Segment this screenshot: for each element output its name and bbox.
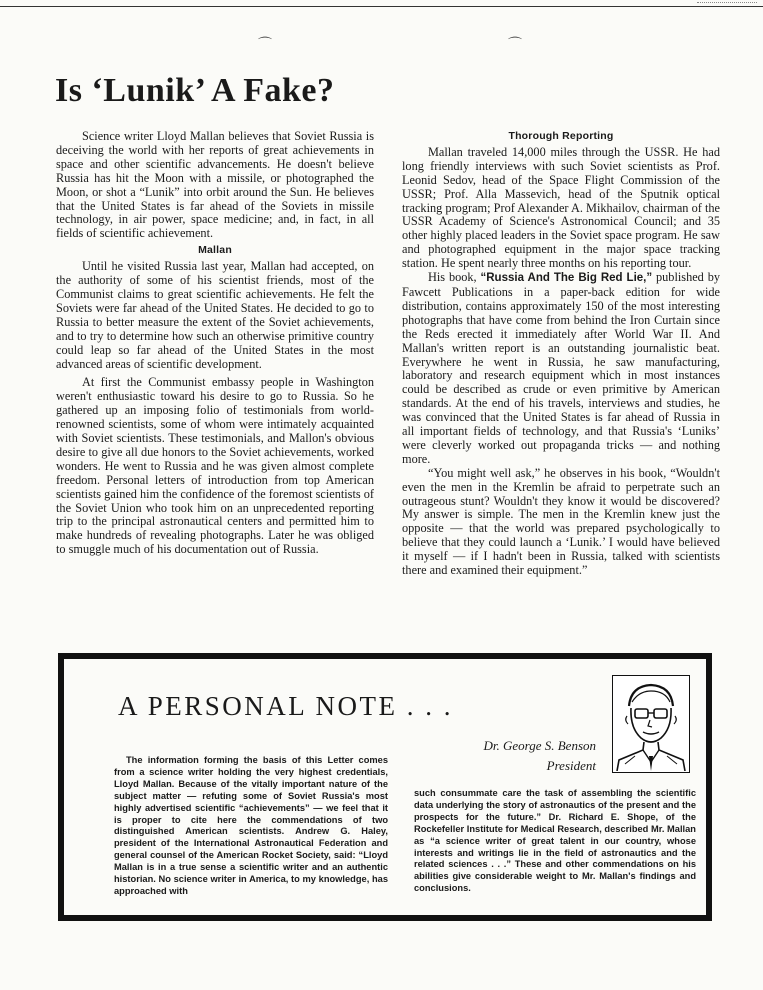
paragraph: Until he visited Russia last year, Mallan had accepted, on the authority of some of his scientist friends, most of the Communist claims to great scientific achievements. He felt the Soviets were far ahead of the United States. He decided to go to Russia to better measure the extent of the Soviet achievements, and to try to determine how such an otherwise primitive country could leap so far ahead of the United States in the most advanced areas of scientific development. [56,259,374,371]
paragraph: “You might well ask,” he observes in his book, “Wouldn't even the men in the Kremlin be afraid to perpetrate such an outrageous stunt? Wouldn't they know it would be discovered? My answer is simple. The men in the Kremlin knew just the opposite — that the world was prepared psychologically to believe that they could launch a ‘Lunik.’ I would have believed it myself — if I hadn't been in Russia, talked with scientists there and examined their equipment.” [402,465,720,578]
right-column [402,130,720,578]
signature-block [483,736,596,776]
paragraph: At first the Communist embassy people in Washington weren't enthusiastic toward his desire to go to Russia. So he gathered up an imposing folio of testimonials from world-renowned scientists, some of whom were intimately acquainted with Soviet scientists. These testimonials, and Mallon's obvious desire to give all due honors to the Soviet achievements, worked wonders. He went to Russia and he was given almost complete freedom. Personal letters of introduction from top American scientists gained him the confidence of the foremost scientists of the Soviet Union who took him on an unprecedented reporting trip to the principal astronautical centers and permitted him to make hundreds of revealing photographs. Later he was obliged to smuggle much of his documentation out of Russia. [56,375,374,557]
paragraph-intro: His book, [428,270,477,285]
page-title: Is ‘Lunik’ A Fake? [55,72,335,109]
book-title: “Russia And The Big Red Lie,” [480,272,653,285]
top-rule-dashes [697,2,757,3]
left-ornament: ⌒ [258,38,272,53]
signer-name: Dr. George S. Benson [483,738,596,753]
left-column [56,130,374,557]
personal-note-heading: A PERSONAL NOTE . . . [118,691,454,721]
paragraph: Mallan traveled 14,000 miles through the USSR. He had long friendly interviews with such Soviet scientists as Prof. Leonid Sedov, head of the Space Flight Commission of the USSR; Prof. Alla Massevich, head of the Sputnik optical tracking program; Prof Alexander A. Mikhailov, chairman of the USSR Academy of Science's Astronomical Council; and 35 other highly placed leaders in the Soviet space program. He saw and photographed equipment in the major space tracking station. He spent nearly three months on his reporting tour. [402,144,720,271]
paragraph: Science writer Lloyd Mallan believes that Soviet Russia is deceiving the world with her reports of great achievements in space and other scientific advancements. He doesn't believe Russia has hit the Moon with a missile, or photographed the Moon, or shot a “Lunik” into orbit around the Sun. He believes that the United States is far ahead of the Soviets in missile technology, in air power, space medicine; and, in fact, in all fields of scientific achievement. [56,129,374,241]
section-heading-thorough-reporting: Thorough Reporting [508,130,614,142]
portrait-sketch-icon [613,676,688,771]
portrait-image [612,675,690,773]
section-heading-mallan: Mallan [198,244,232,257]
paragraph [402,271,720,467]
top-rule [0,6,763,7]
personal-note-left-text: The information forming the basis of this Letter comes from a science writer holding the very highest credentials, Lloyd Mallan. Because of the vitally important nature of the subject matter — refuting some of Soviet Russia's most highly advertised scientific “achievements” — we feel that it is proper to cite here the commendations of two distinguished American scientists. Andrew G. Haley, president of the International Astronautical Federation and general counsel of the American Rocket Society, said: “Lloyd Mallan is in a true sense a scientific writer and an authentic historian. No science writer in America, to my knowledge, has approached with [114,755,388,896]
right-ornament: ⌒ [508,38,522,53]
personal-note-box [58,653,712,921]
paragraph-rest: published by Fawcett Publications in a paper-back edition for wide distribution, contains approximately 150 of the most interesting photographs that have come from behind the Iron Curtain since the Reds erected it immediately after World War II. And Mallan's written report is an outstanding journalistic beat. Everywhere he went in Russia, he saw manufacturing, laboratory and research equipment which in most instances could be described as crude or even primitive by American standards. At the end of his travels, interviews and studies, he was convinced that the United States is far ahead of Russia in all important fields of technology, and that Russia's ‘Luniks’ were cleverly worked out propaganda tricks — and nothing more. [402,270,720,466]
personal-note-right-text: such consummate care the task of assembling the scientific data underlying the story of astronautics of the present and the prospects for the future.” Dr. Richard E. Shope, of the Rockefeller Institute for Medical Research, described Mr. Mallan as “a science writer of great talent in our country, whose interests and writings lie in the field of astronautics and the related sciences . . .” These and other commendations on his abilities give considerable weight to Mr. Mallan's findings and conclusions. [414,788,696,894]
signer-title: President [546,758,596,773]
